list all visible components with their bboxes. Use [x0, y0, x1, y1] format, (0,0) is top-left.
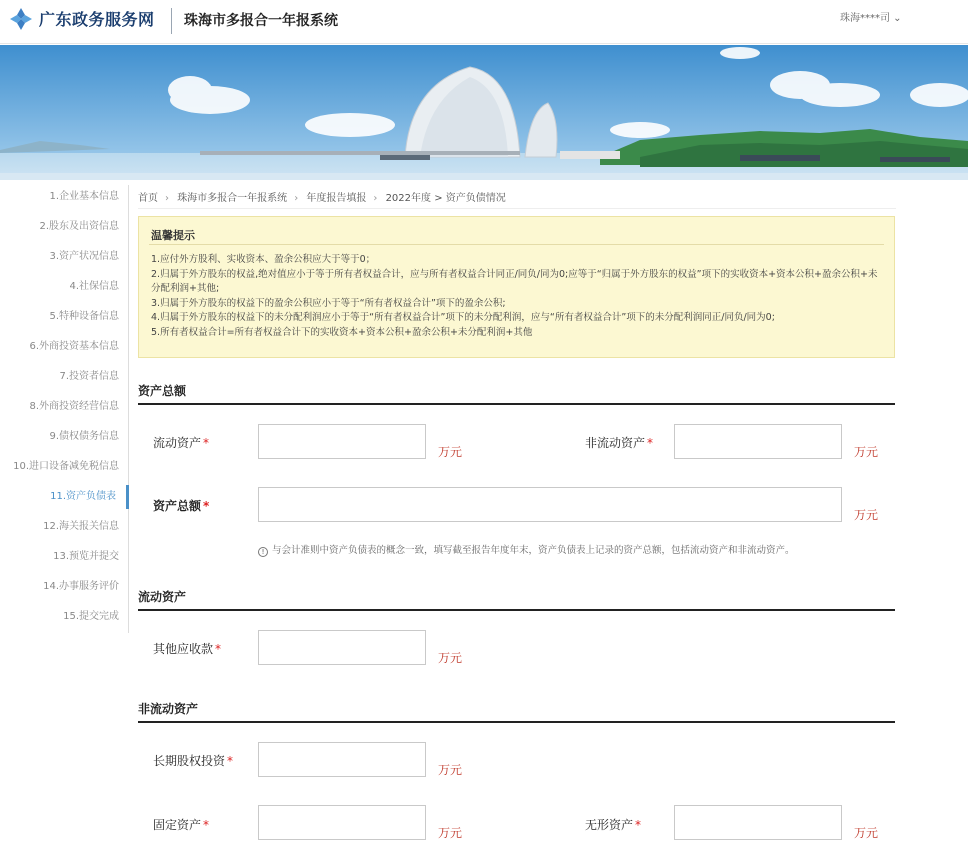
lt-equity-investment-input[interactable] — [258, 742, 426, 777]
unit-label: 万元 — [854, 826, 879, 840]
section-title-total-assets: 资产总额 — [138, 384, 187, 398]
breadcrumb-separator: › — [373, 193, 378, 204]
notice-divider — [149, 244, 884, 245]
breadcrumb-system[interactable]: 珠海市多报合一年报系统 — [177, 193, 288, 204]
brand-name[interactable]: 广东政务服务网 — [39, 10, 155, 29]
sidebar-item-shareholders[interactable]: 2.股东及出资信息 — [39, 221, 119, 232]
sidebar-item-foreign-investment-ops[interactable]: 8.外商投资经营信息 — [29, 401, 119, 412]
breadcrumb — [138, 189, 896, 209]
section-title-noncurrent-assets: 非流动资产 — [138, 702, 199, 716]
sidebar-item-complete[interactable]: 15.提交完成 — [63, 611, 119, 622]
notice-line-3: 3.归属于外方股东的权益下的盈余公积应小于等于“所有者权益合计”项下的盈余公积; — [151, 297, 506, 309]
header-divider — [171, 8, 172, 34]
other-receivables-input[interactable] — [258, 630, 426, 665]
current-assets-input[interactable] — [258, 424, 426, 459]
sidebar-item-balance-sheet[interactable]: 11.资产负债表 — [0, 485, 129, 509]
hero-banner — [0, 45, 968, 180]
notice-line-2: 2.归属于外方股东的权益,绝对值应小于等于所有者权益合计，应与所有者权益合计同正/同负/同为0;应等于“归属于外方股东的权益”项下的实收资本+资本公积+盈余公积+未分配利润+其他; — [151, 268, 878, 294]
total-assets-input[interactable] — [258, 487, 842, 522]
unit-label: 万元 — [438, 826, 463, 840]
sidebar-item-investors[interactable]: 7.投资者信息 — [59, 371, 119, 382]
breadcrumb-current: 2022年度 > 资产负债情况 — [385, 193, 506, 204]
sidebar-item-preview-submit[interactable]: 13.预览并提交 — [53, 551, 119, 562]
section-rule — [138, 721, 895, 723]
sidebar-item-social-security[interactable]: 4.社保信息 — [69, 281, 119, 292]
section-title-current-assets: 流动资产 — [138, 590, 187, 604]
notice-line-5: 5.所有者权益合计=所有者权益合计下的实收资本+资本公积+盈余公积+未分配利润+其他 — [151, 326, 533, 338]
noncurrent-assets-label: 非流动资产 * — [585, 436, 654, 450]
current-assets-label: 流动资产 * — [153, 436, 210, 450]
breadcrumb-separator: › — [165, 193, 169, 204]
notice-body — [151, 253, 886, 340]
sidebar-item-debts[interactable]: 9.债权债务信息 — [49, 431, 119, 442]
sidebar-item-special-equipment[interactable]: 5.特种设备信息 — [49, 311, 119, 322]
total-assets-hint: ! 与会计准则中资产负债表的概念一致，填写截至报告年度年末，资产负债表上记录的资产总额，包括流动资产和非流动资产。 — [258, 542, 795, 557]
fixed-assets-input[interactable] — [258, 805, 426, 840]
user-menu[interactable]: 珠海****司 ⌄ — [840, 13, 902, 24]
info-icon: ! — [258, 547, 268, 557]
system-title: 珠海市多报合一年报系统 — [184, 13, 338, 29]
intangible-assets-label: 无形资产 * — [585, 818, 642, 832]
lt-equity-investment-label: 长期股权投资 * — [153, 754, 234, 768]
notice-title: 温馨提示 — [151, 229, 195, 242]
unit-label: 万元 — [438, 763, 463, 777]
section-rule — [138, 609, 895, 611]
unit-label: 万元 — [438, 651, 463, 665]
fixed-assets-label: 固定资产 * — [153, 818, 210, 832]
sidebar-item-foreign-investment-basic[interactable]: 6.外商投资基本信息 — [29, 341, 119, 352]
intangible-assets-input[interactable] — [674, 805, 842, 840]
section-rule — [138, 403, 895, 405]
notice-line-4: 4.归属于外方股东的权益下的未分配利润应小于等于“所有者权益合计”项下的未分配利润，应与“所有者权益合计”项下的未分配利润同正/同负/同为0; — [151, 312, 775, 323]
breadcrumb-annual-report[interactable]: 年度报告填报 — [306, 193, 367, 204]
sidebar-item-service-rating[interactable]: 14.办事服务评价 — [43, 581, 119, 592]
unit-label: 万元 — [854, 508, 879, 522]
tips-notice — [138, 216, 895, 358]
breadcrumb-home[interactable]: 首页 — [138, 193, 158, 204]
unit-label: 万元 — [854, 445, 879, 459]
other-receivables-label: 其他应收款 * — [153, 642, 222, 656]
sidebar-item-company-info[interactable]: 1.企业基本信息 — [49, 191, 119, 202]
notice-line-1: 1.应付外方股利、实收资本、盈余公积应大于等于0； — [151, 254, 376, 265]
unit-label: 万元 — [438, 445, 463, 459]
noncurrent-assets-input[interactable] — [674, 424, 842, 459]
sidebar-item-assets-status[interactable]: 3.资产状况信息 — [49, 251, 119, 262]
sidebar-item-import-tax[interactable]: 10.进口设备减免税信息 — [13, 461, 119, 472]
total-assets-label: 资产总额 * — [153, 499, 210, 513]
sidebar-item-customs[interactable]: 12.海关报关信息 — [43, 521, 119, 532]
breadcrumb-separator: › — [294, 193, 299, 204]
top-header — [0, 0, 968, 44]
gd-logo-icon[interactable] — [8, 6, 34, 32]
step-sidebar — [0, 185, 129, 633]
